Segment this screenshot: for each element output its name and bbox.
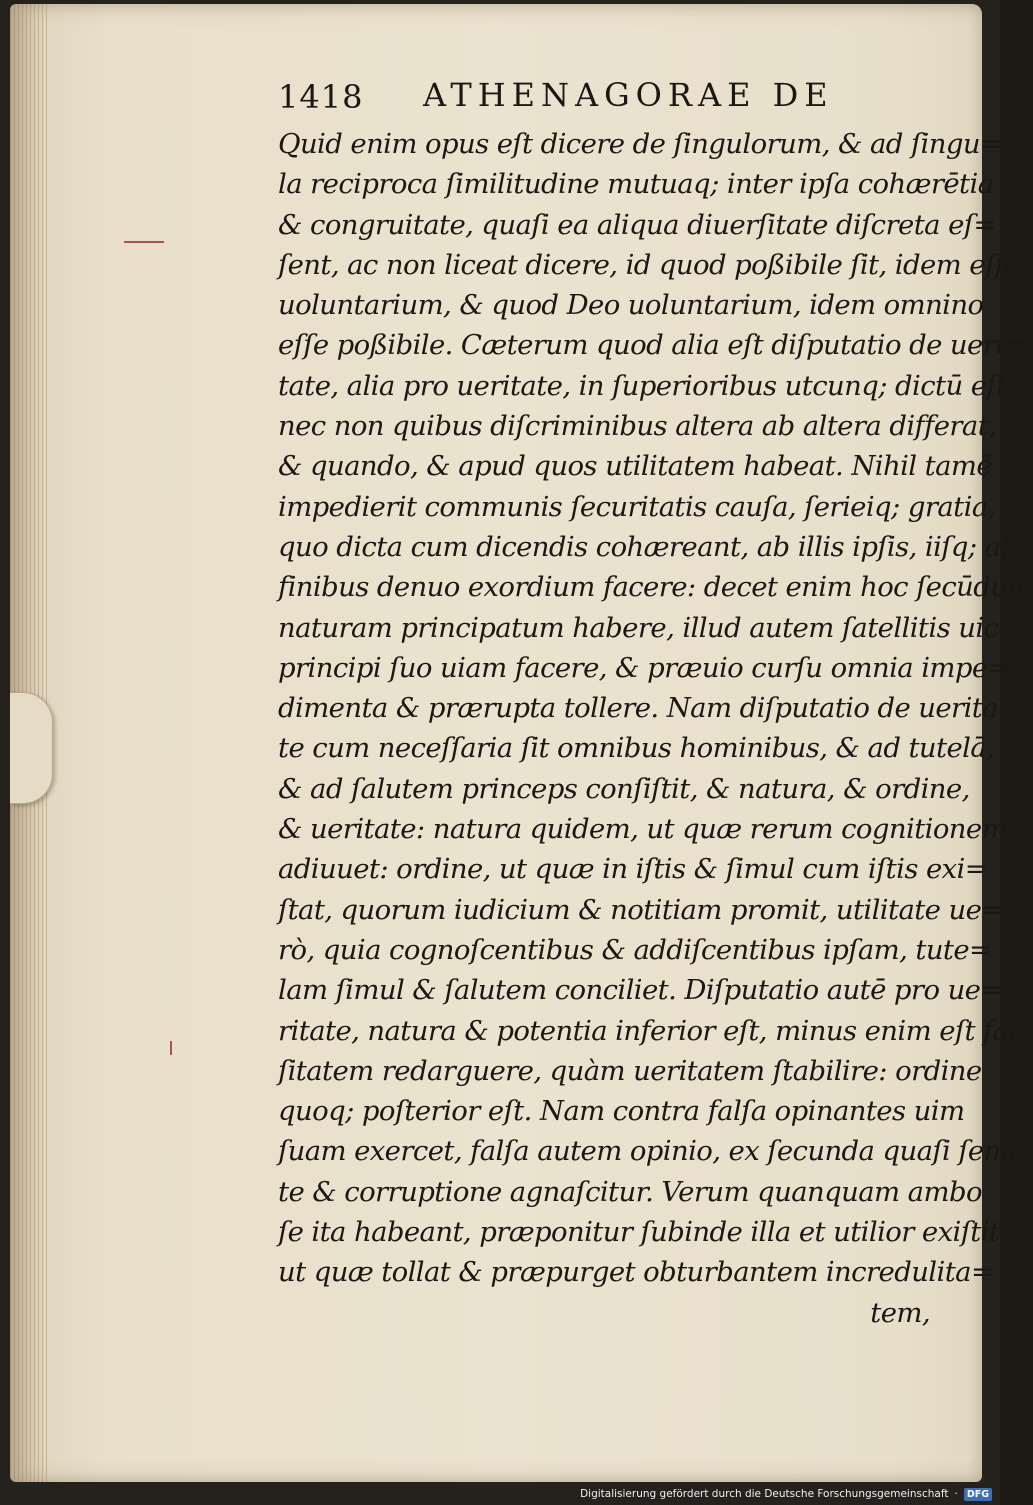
text-line: adiuuet: ordine, ut quæ in iſtis & ſimul cum iſtis exi= xyxy=(278,853,988,886)
text-line: quoq; poſterior eſt. Nam contra falſa opinantes uim xyxy=(278,1095,965,1128)
text-line: & ad ſalutem princeps conſiſtit, & natura, & ordine, xyxy=(278,772,970,805)
digitization-footer xyxy=(580,1486,992,1502)
text-line: & congruitate, quaſi ea aliqua diuerſitate diſcreta eſ= xyxy=(278,208,996,241)
text-line: lam ſimul & ſalutem conciliet. Diſputatio autē pro ue= xyxy=(278,974,1003,1007)
running-head: ATHENAGORAE DE xyxy=(423,76,834,114)
text-line: la reciproca ſimilitudine mutuaq; inter ipſa cohærētia xyxy=(278,168,994,201)
text-line: te cum neceſſaria ſit omnibus hominibus, & ad tutelā, xyxy=(278,732,995,765)
text-line: eſſe poßibile. Cæterum quod alia eſt diſputatio de ueri= xyxy=(278,329,1026,362)
funding-credit: Digitalisierung gefördert durch die Deutsche Forschungsgemeinschaft xyxy=(580,1488,949,1500)
text-line: quo dicta cum dicendis cohæreant, ab illis ipſis, iiſq; af= xyxy=(278,530,1033,563)
catchword: tem, xyxy=(870,1296,930,1329)
text-line: naturam principatum habere, illud autem ſatellitis uice xyxy=(278,611,1015,644)
text-line: ritate, natura & potentia inferior eſt, minus enim eſt fal xyxy=(278,1014,1017,1047)
text-line: nec non quibus diſcriminibus altera ab altera differat, xyxy=(278,410,997,443)
text-line: finibus denuo exordium facere: decet enim hoc ſecūdum xyxy=(278,571,1033,604)
dfg-logo-icon: DFG xyxy=(964,1488,992,1501)
text-line: & quando, & apud quos utilitatem habeat. Nihil tamē xyxy=(278,450,993,483)
page-header xyxy=(278,76,938,122)
text-line: te & corruptione agnaſcitur. Verum quanquam ambo xyxy=(278,1175,982,1208)
margin-mark xyxy=(170,1041,172,1055)
margin-mark xyxy=(124,241,164,243)
text-line: & ueritate: natura quidem, ut quæ rerum cognitionem xyxy=(278,813,1008,846)
body-text xyxy=(278,124,1033,1333)
page-clasp xyxy=(10,692,53,804)
text-line: principi ſuo uiam facere, & præuio curſu omnia impe= xyxy=(278,651,1011,684)
text-line: ut quæ tollat & præpurget obturbantem incredulita= xyxy=(278,1256,994,1289)
text-block xyxy=(278,76,1033,1333)
text-line: ſitatem redarguere, quàm ueritatem ſtabilire: ordine xyxy=(278,1054,982,1087)
text-line: ſuam exercet, falſa autem opinio, ex ſecunda quaſi ſemē xyxy=(278,1135,1025,1168)
page-number: 1418 xyxy=(278,78,364,116)
book-page xyxy=(10,4,1033,1482)
text-line: rò, quia cognoſcentibus & addiſcentibus ipſam, tute= xyxy=(278,933,992,966)
footer-separator: · xyxy=(954,1488,958,1500)
text-line: uoluntarium, & quod Deo uoluntarium, idem omnino xyxy=(278,289,984,322)
text-line: tate, alia pro ueritate, in ſuperioribus utcunq; dictū eſt, xyxy=(278,369,1015,402)
text-line: impedierit communis ſecuritatis cauſa, ſerieiq; gratia, xyxy=(278,490,996,523)
text-line: ſent, ac non liceat dicere, id quod poßibile ſit, idem eſſe xyxy=(278,248,1020,281)
text-line: Quid enim opus eſt dicere de ſingulorum, & ad ſingu= xyxy=(278,128,1003,160)
text-line: dimenta & prærupta tollere. Nam diſputatio de uerita xyxy=(278,692,999,725)
text-line: ſtat, quorum iudicium & notitiam promit, utilitate ue= xyxy=(278,893,1004,926)
text-line: ſe ita habeant, præponitur ſubinde illa et utilior exiſtit, xyxy=(278,1216,1008,1249)
